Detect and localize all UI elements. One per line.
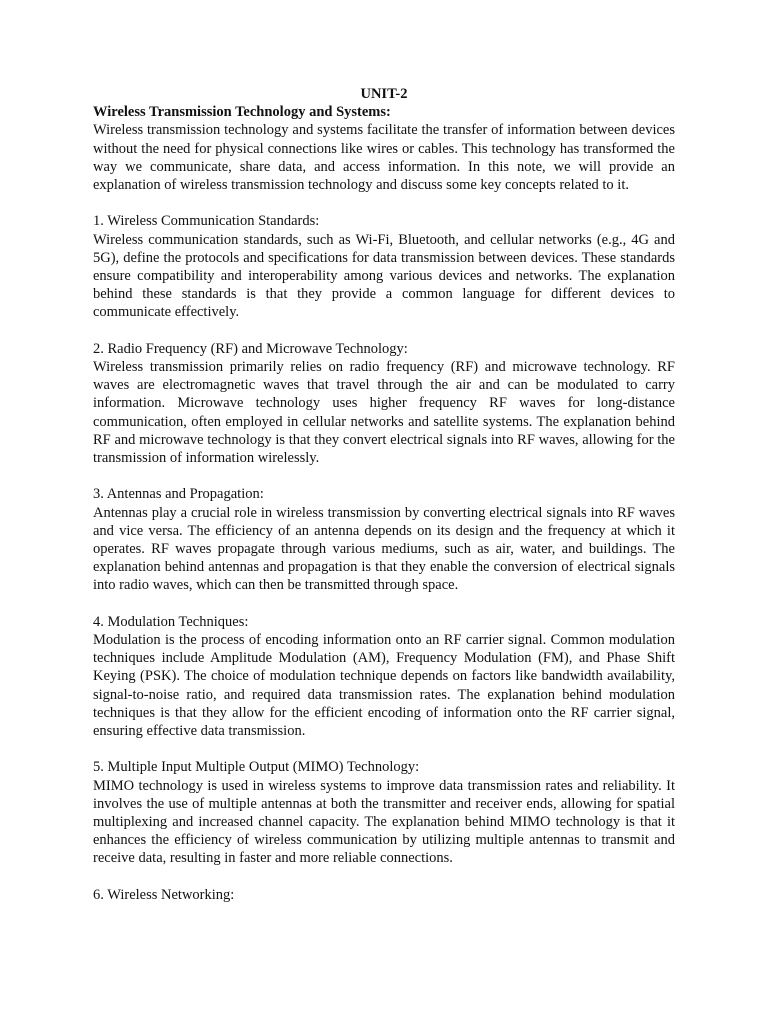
section-body: Wireless transmission primarily relies on radio frequency (RF) and microwave technology. RF waves are electromagnetic waves that travel through the air and can be modulated to carry information. Microwave technology uses higher frequency RF waves for long-distance communication, often employed in cellular networks and satellite systems. The explanation behind RF and microwave technology is that they convert electrical signals into RF waves, allowing for the transmission of information wirelessly. (93, 359, 675, 467)
section-heading: 6. Wireless Networking: (93, 886, 235, 903)
section-heading: 4. Modulation Techniques: (93, 613, 249, 630)
section-wireless-networking (93, 886, 675, 904)
section-body: Antennas play a crucial role in wireless transmission by converting electrical signals into RF waves and vice versa. The efficiency of an antenna depends on its design and the frequency at which it operates. RF waves propagate through various mediums, such as air, water, and buildings. The explanation behind antennas and propagation is that they enable the conversion of electrical signals into radio waves, which can then be transmitted through space. (93, 504, 675, 594)
document-content (93, 84, 675, 904)
section-body: Modulation is the process of encoding information onto an RF carrier signal. Common modulation techniques include Amplitude Modulation (AM), Frequency Modulation (FM), and Phase Shift Keying (PSK). The choice of modulation technique depends on factors like bandwidth availability, signal-to-noise ratio, and required data transmission rates. The explanation behind modulation techniques is that they allow for the efficient encoding of information onto the RF carrier signal, ensuring effective data transmission. (93, 632, 675, 740)
unit-title: UNIT-2 (360, 86, 408, 102)
section-heading: 2. Radio Frequency (RF) and Microwave Technology: (93, 340, 408, 357)
section-heading: 5. Multiple Input Multiple Output (MIMO) Technology: (93, 759, 420, 776)
section-body: Wireless communication standards, such as Wi-Fi, Bluetooth, and cellular networks (e.g., 4G and 5G), define the protocols and specifications for data transmission between devices. These standards ensure compatibility and interoperability among various devices and networks. The explanation behind these standards is that they provide a common language for different devices to communicate effectively. (93, 231, 675, 321)
section-heading: 3. Antennas and Propagation: (93, 486, 264, 503)
section-antennas-and-propagation (93, 485, 675, 594)
section-body: MIMO technology is used in wireless systems to improve data transmission rates and reliability. It involves the use of multiple antennas at both the transmitter and receiver ends, allowing for spatial multiplexing and increased channel capacity. The explanation behind MIMO technology is that it enhances the efficiency of wireless communication by utilizing multiple antennas to transmit and receive data, resulting in faster and more reliable connections. (93, 777, 675, 867)
section-modulation-techniques (93, 613, 675, 740)
section-rf-and-microwave (93, 340, 675, 467)
document-heading: Wireless Transmission Technology and Systems: (93, 104, 391, 121)
section-mimo-technology (93, 758, 675, 867)
section-heading: 1. Wireless Communication Standards: (93, 213, 320, 230)
intro-paragraph: Wireless transmission technology and systems facilitate the transfer of information between devices without the need for physical connections like wires or cables. This technology has transformed the way we communicate, share data, and access information. In this note, we will provide an explanation of wireless transmission technology and discuss some key concepts related to it. (93, 122, 675, 194)
section-wireless-communication-standards (93, 212, 675, 321)
